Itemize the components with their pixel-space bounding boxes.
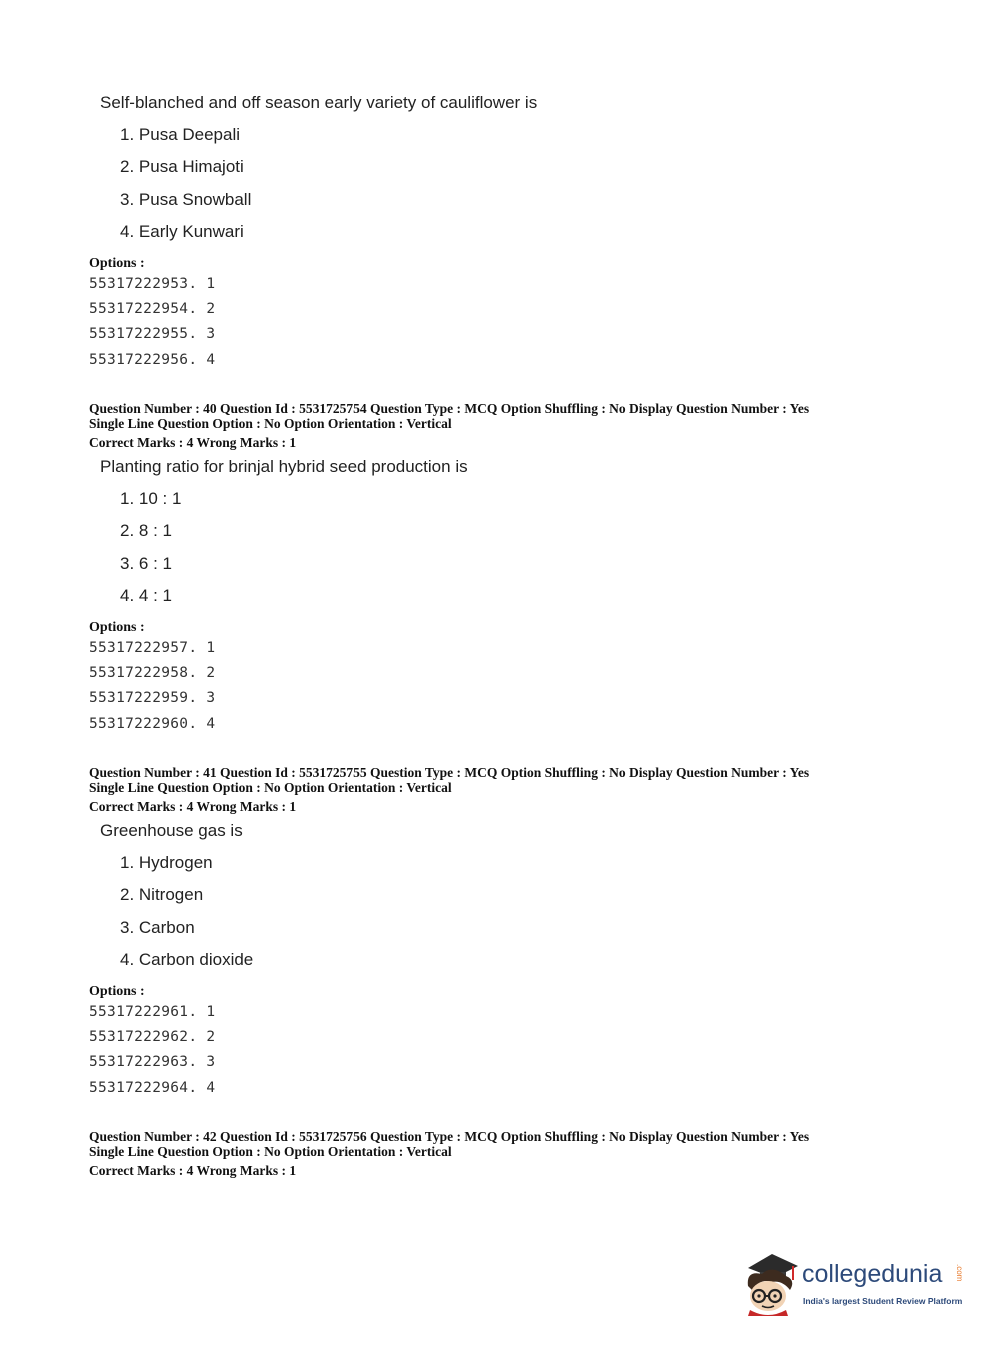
choice: 4. 4 : 1 bbox=[120, 586, 172, 605]
choice: 3. Carbon bbox=[120, 918, 195, 937]
choice: 1. 10 : 1 bbox=[120, 489, 182, 508]
choice: 3. 6 : 1 bbox=[120, 554, 172, 573]
options-heading: Options : bbox=[89, 256, 145, 271]
option-id: 55317222959. 3 bbox=[89, 690, 216, 706]
option-id: 55317222955. 3 bbox=[89, 326, 216, 342]
choice: 2. 8 : 1 bbox=[120, 521, 172, 540]
option-id: 55317222962. 2 bbox=[89, 1029, 216, 1045]
question-meta: Single Line Question Option : No Option Orientation : Vertical bbox=[89, 780, 452, 795]
question-text: Self-blanched and off season early variety of cauliflower is bbox=[100, 93, 538, 112]
question-meta: Single Line Question Option : No Option Orientation : Vertical bbox=[89, 1144, 452, 1159]
option-id: 55317222961. 1 bbox=[89, 1004, 216, 1020]
student-mascot-icon bbox=[742, 1250, 800, 1316]
question-marks: Correct Marks : 4 Wrong Marks : 1 bbox=[89, 1163, 297, 1178]
question-marks: Correct Marks : 4 Wrong Marks : 1 bbox=[89, 435, 297, 450]
option-id: 55317222964. 4 bbox=[89, 1080, 216, 1096]
option-id: 55317222953. 1 bbox=[89, 276, 216, 292]
option-id: 55317222960. 4 bbox=[89, 716, 216, 732]
option-id: 55317222963. 3 bbox=[89, 1054, 216, 1070]
option-id: 55317222956. 4 bbox=[89, 352, 216, 368]
choice: 3. Pusa Snowball bbox=[120, 190, 252, 209]
question-meta: Question Number : 42 Question Id : 5531725756 Question Type : MCQ Option Shuffling : No Display Question Number : Yes bbox=[89, 1129, 810, 1144]
options-heading: Options : bbox=[89, 620, 145, 635]
question-meta: Question Number : 41 Question Id : 5531725755 Question Type : MCQ Option Shuffling : No Display Question Number : Yes bbox=[89, 765, 810, 780]
options-heading: Options : bbox=[89, 984, 145, 999]
logo-tagline: India's largest Student Review Platform bbox=[803, 1296, 963, 1306]
option-id: 55317222957. 1 bbox=[89, 640, 216, 656]
option-id: 55317222958. 2 bbox=[89, 665, 216, 681]
question-text: Planting ratio for brinjal hybrid seed production is bbox=[100, 457, 468, 476]
choice: 2. Nitrogen bbox=[120, 885, 204, 904]
choice: 1. Pusa Deepali bbox=[120, 125, 241, 144]
question-meta: Single Line Question Option : No Option Orientation : Vertical bbox=[89, 416, 452, 431]
question-marks: Correct Marks : 4 Wrong Marks : 1 bbox=[89, 799, 297, 814]
question-meta: Question Number : 40 Question Id : 5531725754 Question Type : MCQ Option Shuffling : No Display Question Number : Yes bbox=[89, 401, 810, 416]
logo-wordmark: collegedunia bbox=[802, 1260, 943, 1288]
choice: 1. Hydrogen bbox=[120, 853, 213, 872]
collegedunia-logo bbox=[742, 1250, 972, 1320]
logo-domain-suffix: .com bbox=[955, 1264, 964, 1282]
option-id: 55317222954. 2 bbox=[89, 301, 216, 317]
choice: 4. Early Kunwari bbox=[120, 222, 244, 241]
question-text: Greenhouse gas is bbox=[100, 821, 243, 840]
choice: 4. Carbon dioxide bbox=[120, 950, 254, 969]
choice: 2. Pusa Himajoti bbox=[120, 157, 244, 176]
